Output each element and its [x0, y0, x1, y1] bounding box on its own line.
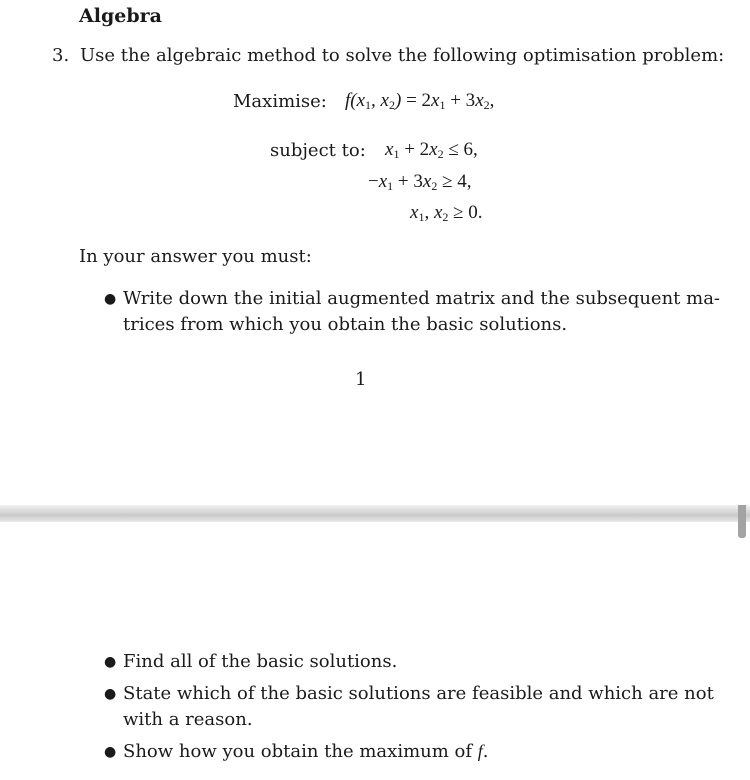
page-number: 1 — [355, 369, 367, 390]
constraint-1: $x_1 + 2x_2 \le 6$, — [385, 139, 478, 161]
bullet-3-line-2: with a reason. — [123, 709, 253, 730]
section-title: Algebra — [79, 5, 162, 27]
bullet-1-line-2: trices from which you obtain the basic solutions. — [123, 314, 568, 335]
constraint-3: $x_1$, $x_2 \ge 0$. — [410, 202, 483, 224]
constraints-label: subject to: — [270, 140, 366, 161]
bullet-icon: ● — [104, 744, 117, 760]
question-prompt: Use the algebraic method to solve the following optimisation problem: — [80, 45, 725, 66]
bullet-icon: ● — [104, 654, 117, 670]
page-divider — [0, 505, 750, 522]
scrollbar-thumb[interactable] — [738, 505, 746, 538]
bullet-2-line-1: Find all of the basic solutions. — [123, 651, 398, 672]
objective-label: Maximise: — [233, 91, 327, 112]
bullet-icon: ● — [104, 686, 117, 702]
question-number: 3. — [52, 45, 70, 66]
bullet-4-line-1: Show how you obtain the maximum of f. — [123, 741, 489, 762]
answer-intro: In your answer you must: — [79, 246, 312, 267]
bullet-1-line-1: Write down the initial augmented matrix and the subsequent ma- — [123, 288, 721, 309]
constraint-2: $-x_1 + 3x_2 \ge 4$, — [368, 171, 472, 193]
bullet-3-line-1: State which of the basic solutions are feasible and which are not — [123, 683, 714, 704]
bullet-icon: ● — [104, 291, 117, 307]
objective-function: $f(x_1$, $x_2) = 2x_1 + 3x_2$, — [345, 90, 495, 112]
